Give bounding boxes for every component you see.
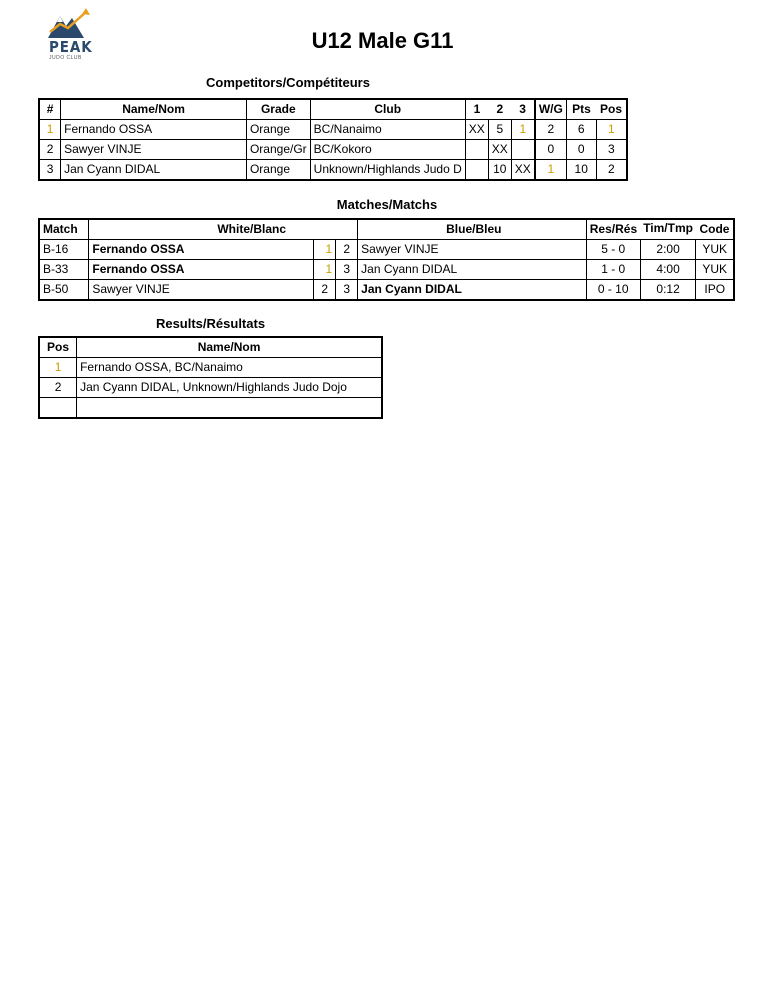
col-header: Pos [39, 337, 77, 358]
competitor-number: 3 [39, 160, 61, 181]
competitor-club: BC/Kokoro [310, 140, 465, 160]
points: 10 [566, 160, 596, 181]
match-id: B-16 [39, 240, 89, 260]
score-1: XX [465, 120, 488, 140]
white-competitor: Fernando OSSA [89, 240, 314, 260]
wins: 1 [535, 160, 567, 181]
match-result: 1 - 0 [586, 260, 640, 280]
white-competitor: Sawyer VINJE [89, 280, 314, 301]
competitor-name: Fernando OSSA [61, 120, 247, 140]
col-header: Tim/Tmp [640, 219, 696, 240]
points: 6 [566, 120, 596, 140]
competitors-table [38, 98, 628, 181]
score-3: 1 [511, 120, 535, 140]
table-row [39, 358, 382, 378]
points: 0 [566, 140, 596, 160]
score-1 [465, 160, 488, 181]
col-header: Grade [246, 99, 310, 120]
table-row [39, 260, 734, 280]
col-header: Name/Nom [77, 337, 382, 358]
score-2: 10 [488, 160, 511, 181]
match-id: B-50 [39, 280, 89, 301]
logo-subtext: JUDO CLUB [49, 55, 82, 61]
score-3 [511, 140, 535, 160]
blue-number: 2 [336, 240, 358, 260]
competitor-number: 1 [39, 120, 61, 140]
table-row [39, 140, 627, 160]
blue-competitor: Sawyer VINJE [358, 240, 587, 260]
match-result: 5 - 0 [586, 240, 640, 260]
match-code: YUK [696, 240, 734, 260]
position: 1 [596, 120, 627, 140]
col-header: 3 [511, 99, 535, 120]
col-header: # [39, 99, 61, 120]
page-title: U12 Male G11 [311, 28, 454, 53]
match-time: 4:00 [640, 260, 696, 280]
wins: 0 [535, 140, 567, 160]
col-header: 2 [488, 99, 511, 120]
score-3: XX [511, 160, 535, 181]
competitor-grade: Orange [246, 120, 310, 140]
position: 3 [596, 140, 627, 160]
score-1 [465, 140, 488, 160]
result-name [77, 398, 382, 419]
col-header: Name/Nom [61, 99, 247, 120]
col-header: White/Blanc [89, 219, 358, 240]
col-header: W/G [535, 99, 567, 120]
results-title: Results/Résultats [155, 316, 266, 331]
match-time: 2:00 [640, 240, 696, 260]
table-row [39, 398, 382, 419]
result-position [39, 398, 77, 419]
competitor-club: Unknown/Highlands Judo D [310, 160, 465, 181]
col-header: Blue/Bleu [358, 219, 587, 240]
competitors-title: Competitors/Compétiteurs [206, 75, 370, 90]
match-code: YUK [696, 260, 734, 280]
table-row [39, 120, 627, 140]
white-competitor: Fernando OSSA [89, 260, 314, 280]
position: 2 [596, 160, 627, 181]
competitor-grade: Orange [246, 160, 310, 181]
col-header: Pts [566, 99, 596, 120]
logo-text: PEAK [49, 38, 93, 56]
result-name: Jan Cyann DIDAL, Unknown/Highlands Judo Dojo [77, 378, 382, 398]
blue-number: 3 [336, 260, 358, 280]
result-name: Fernando OSSA, BC/Nanaimo [77, 358, 382, 378]
matches-title: Matches/Matchs [336, 197, 438, 212]
competitor-name: Jan Cyann DIDAL [61, 160, 247, 181]
table-row [39, 240, 734, 260]
competitors-header-row [39, 99, 627, 120]
blue-competitor: Jan Cyann DIDAL [358, 280, 587, 301]
score-2: XX [488, 140, 511, 160]
table-row [39, 160, 627, 181]
match-result: 0 - 10 [586, 280, 640, 301]
white-number: 1 [314, 240, 336, 260]
table-row [39, 378, 382, 398]
white-number: 2 [314, 280, 336, 301]
competitor-number: 2 [39, 140, 61, 160]
wins: 2 [535, 120, 567, 140]
blue-number: 3 [336, 280, 358, 301]
result-position: 1 [39, 358, 77, 378]
results-table [38, 336, 383, 419]
col-header: Res/Rés [586, 219, 640, 240]
blue-competitor: Jan Cyann DIDAL [358, 260, 587, 280]
score-2: 5 [488, 120, 511, 140]
competitor-club: BC/Nanaimo [310, 120, 465, 140]
white-number: 1 [314, 260, 336, 280]
col-header: Match [39, 219, 89, 240]
match-id: B-33 [39, 260, 89, 280]
col-header: 1 [465, 99, 488, 120]
match-code: IPO [696, 280, 734, 301]
col-header: Code [696, 219, 734, 240]
matches-table [38, 218, 735, 301]
result-position: 2 [39, 378, 77, 398]
table-row [39, 280, 734, 301]
competitor-name: Sawyer VINJE [61, 140, 247, 160]
col-header: Pos [596, 99, 627, 120]
matches-header-row [39, 219, 734, 240]
match-time: 0:12 [640, 280, 696, 301]
col-header: Club [310, 99, 465, 120]
results-header-row [39, 337, 382, 358]
competitor-grade: Orange/Gr [246, 140, 310, 160]
